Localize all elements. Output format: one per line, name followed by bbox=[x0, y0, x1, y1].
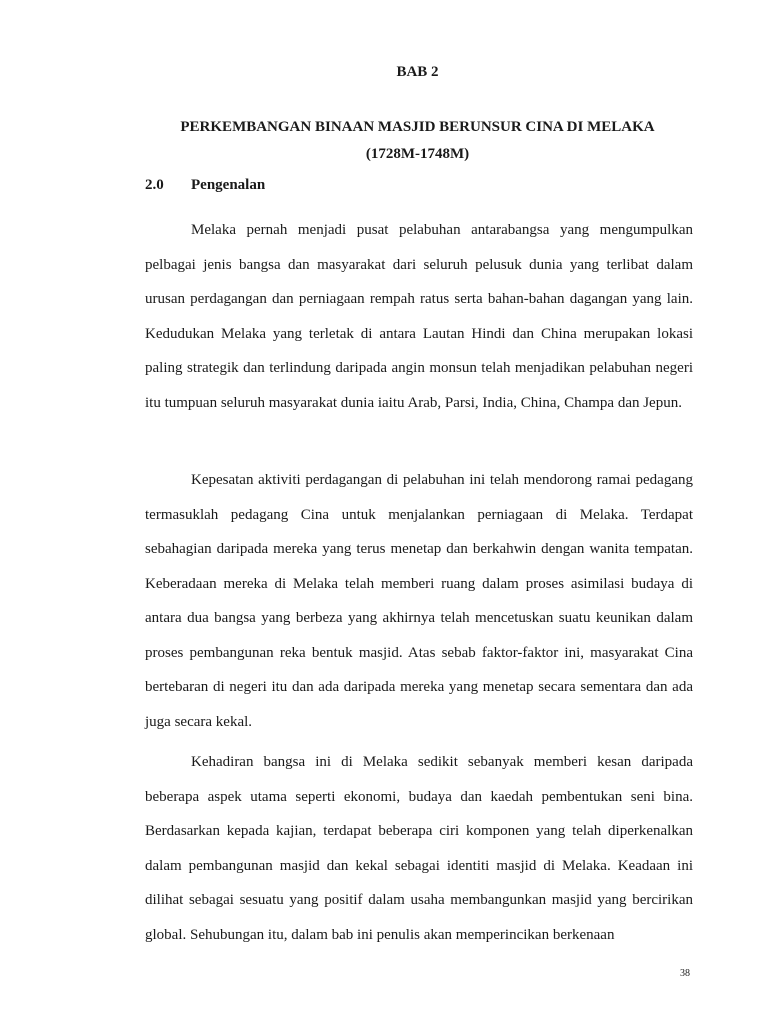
page-number: 38 bbox=[680, 968, 690, 979]
section-heading bbox=[145, 177, 265, 194]
paragraph-2: Kepesatan aktiviti perdagangan di pelabuhan ini telah mendorong ramai pedagang termasuklah pedagang Cina untuk menjalankan perniagaan di Melaka. Terdapat sebahagian daripada mereka yang terus menetap dan berkahwin dengan wanita tempatan. Keberadaan mereka di Melaka telah memberi ruang dalam proses asimilasi budaya di antara dua bangsa yang berbeza yang akhirnya telah mencetuskan suatu keunikan dalam proses pembangunan reka bentuk masjid. Atas sebab faktor-faktor ini, masyarakat Cina bertebaran di negeri itu dan ada daripada mereka yang menetap secara sementara dan ada juga secara kekal. bbox=[145, 472, 693, 730]
chapter-title bbox=[0, 114, 768, 168]
chapter-heading: BAB 2 bbox=[396, 64, 439, 80]
section-title: Pengenalan bbox=[191, 177, 266, 193]
section-number: 2.0 bbox=[145, 177, 164, 193]
paragraph-3: Kehadiran bangsa ini di Melaka sedikit sebanyak memberi kesan daripada beberapa aspek utama seperti ekonomi, budaya dan kaedah pembentukan seni bina. Berdasarkan kepada kajian, terdapat beberapa ciri komponen yang telah diperkenalkan dalam pembangunan masjid dan kekal sebagai identiti masjid di Melaka. Keadaan ini dilihat sebagai sesuatu yang positif dalam usaha membangunkan masjid yang bercirikan global. Sehubungan itu, dalam bab ini penulis akan memperincikan berkenaan bbox=[145, 754, 693, 943]
paragraph-1: Melaka pernah menjadi pusat pelabuhan antarabangsa yang mengumpulkan pelbagai jenis bangsa dan masyarakat dari seluruh pelusuk dunia yang terlibat dalam urusan perdagangan dan perniagaan rempah ratus serta bahan-bahan dagangan yang lain. Kedudukan Melaka yang terletak di antara Lautan Hindi dan China merupakan lokasi paling strategik dan terlindung daripada angin monsun telah menjadikan pelabuhan negeri itu tumpuan seluruh masyarakat dunia iaitu Arab, Parsi, India, China, Champa dan Jepun. bbox=[145, 222, 693, 411]
chapter-title-line-2: (1728M-1748M) bbox=[365, 146, 470, 162]
chapter-title-line-1: PERKEMBANGAN BINAAN MASJID BERUNSUR CINA DI MELAKA bbox=[180, 119, 655, 135]
